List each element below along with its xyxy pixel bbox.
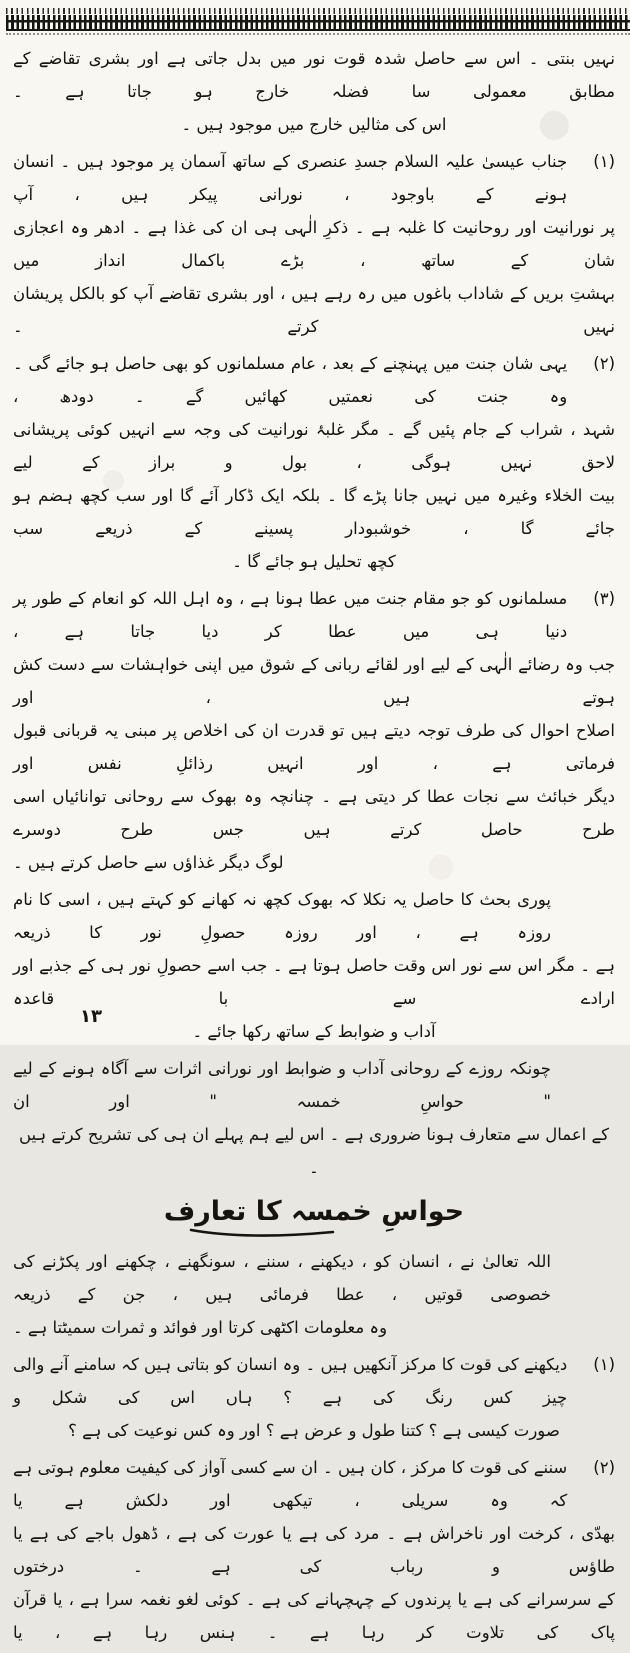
- text-line: بہشتِ بریں کے شاداب باغوں میں رہ رہے ہیں ، اور بشری تقاضے آپ کو بالکل پریشان نہیں کرتے ۔: [13, 284, 615, 336]
- text-line: صورت کیسی ہے ؟ کتنا طول و عرض ہے ؟ اور وہ کس نوعیت کی ہے ؟: [68, 1421, 560, 1440]
- text-line: کے اعمال سے متعارف ہونا ضروری ہے ۔ اس لیے ہم پہلے ان ہی کی تشریح کرتے ہیں ۔: [18, 1125, 610, 1177]
- sense-hearing-paragraph: [13, 1451, 615, 1649]
- paragraph-marker: (۲): [593, 354, 615, 373]
- text-line: پر نورانیت اور روحانیت کا غلبہ ہے ۔ ذکرِ الٰہی ہی ان کی غذا ہے ۔ ادھر وہ اعجازی شان کے ساتھ ، بڑے باکمال انداز میں: [13, 218, 615, 270]
- text-line: چونکہ روزے کے روحانی آداب و ضوابط اور نورانی اثرات سے آگاہ ہونے کے لیے " حواسِ خمسہ " اور ان: [13, 1059, 551, 1111]
- text-line: اللہ تعالیٰ نے ، انسان کو ، دیکھنے ، سننے ، سونگھنے ، چکھنے اور پکڑنے کی خصوصی قوتیں ، عطا فرمائی ہیں ، جن کے ذریعہ: [13, 1252, 551, 1304]
- text-line: مسلمانوں کو جو مقام جنت میں عطا ہونا ہے ، وہ اہل اللہ کو انعام کے طور پر دنیا ہی میں عطا کر دیا جاتا ہے ،: [13, 589, 568, 641]
- summary-paragraph: [13, 883, 615, 1048]
- text-line: یہی شان جنت میں پہنچنے کے بعد ، عام مسلمانوں کو بھی حاصل ہو جائے گی ۔ وہ جنت کی نعمتیں کھائیں گے ۔ دودھ ،: [13, 354, 568, 406]
- paragraph-marker: (۱): [593, 152, 615, 171]
- text-line: [13, 1451, 615, 1517]
- continuation-paragraph: [13, 42, 615, 141]
- text-line: دیگر خبائث سے نجات عطا کر دیتی ہے ۔ چنانچہ وہ بھوک سے روحانی توانائیاں اسی طرح حاصل کرتے ہیں جس طرح دوسرے: [13, 787, 615, 839]
- section-heading: حواسِ خمسہ کا تعارف: [163, 1196, 465, 1227]
- text-line: اس کی مثالیں خارج میں موجود ہیں ۔: [181, 115, 447, 134]
- text-line: سننے کی قوت کا مرکز ، کان ہیں ۔ ان سے کسی آواز کی کیفیت معلوم ہوتی ہے کہ وہ سریلی ، تیکھی اور دلکش ہے یا: [13, 1458, 568, 1510]
- numbered-paragraph-2: [13, 347, 615, 578]
- senses-intro-paragraph: [13, 1245, 615, 1344]
- text-line: کے سرسرانے کی ہے یا پرندوں کے چہچہانے کی ہے ۔ کوئی لغو نغمہ سرا ہے ، یا قرآن پاک کی تلاوت کر رہا ہے ۔ ہنس رہا ہے ، یا: [13, 1590, 615, 1642]
- text-line: [13, 1348, 615, 1414]
- text-line: اصلاح احوال کی طرف توجہ دیتے ہیں تو قدرت ان کی اخلاص پر مبنی یہ قربانی قبول فرماتی ہے ، اور انہیں رذائلِ نفس اور: [13, 721, 615, 773]
- numbered-paragraph-3: [13, 582, 615, 879]
- text-line: دیکھنے کی قوت کا مرکز آنکھیں ہیں ۔ وہ انسان کو بتاتی ہیں کہ سامنے آنے والی چیز کس رنگ کی ہے ؟ ہاں اس کی شکل و: [13, 1355, 568, 1407]
- text-line: وہ معلومات اکٹھی کرتا اور فوائد و ثمرات سمیٹتا ہے ۔: [13, 1318, 388, 1337]
- text-line: ہے ۔ مگر اس سے نور اس وقت حاصل ہوتا ہے ۔ جب اسے حصولِ نور ہی کے جذبے اور ارادے سے با قاعدہ: [13, 956, 615, 1008]
- section-heading-wrap: [13, 1194, 615, 1239]
- text-line: کچھ تحلیل ہو جائے گا ۔: [232, 552, 396, 571]
- page-text-column: [13, 42, 615, 1653]
- text-line: جب وہ رضائے الٰہی کے لیے اور لقائے ربانی کے شوق میں اپنی خواہشات سے دست کش ہوتے ہیں ، اور: [13, 655, 615, 707]
- text-line: پوری بحث کا حاصل یہ نکلا کہ بھوک کچھ نہ کھانے کو کہتے ہیں ، اسی کا نام روزہ ہے ، اور روزہ حصولِ نور کا ذریعہ: [13, 890, 551, 942]
- ornament-hatch-band: [6, 15, 630, 31]
- numbered-paragraph-1: [13, 145, 615, 343]
- paragraph-marker: (۱): [593, 1355, 615, 1374]
- text-line: لوگ دیگر غذاؤں سے حاصل کرتے ہیں ۔: [13, 853, 284, 872]
- paragraph-marker: (۲): [593, 1458, 615, 1477]
- ornament-dotted-line: [6, 33, 630, 35]
- text-line: [13, 347, 615, 413]
- top-decorative-rule: [6, 8, 630, 35]
- paragraph-marker: (۳): [593, 589, 615, 608]
- heading-flourish: [187, 1227, 337, 1239]
- ornament-dash-row: [6, 8, 630, 14]
- text-line: بیت الخلاء وغیرہ میں نہیں جانا پڑے گا ۔ بلکہ ایک ڈکار آئے گا اور سب کچھ ہضم ہو جائے گا ، خوشبودار پسینے کے ذریعے سب: [13, 486, 615, 538]
- text-line: نہیں بنتی ۔ اس سے حاصل شدہ قوت نور میں بدل جاتی ہے اور بشری تقاضے کے مطابق معمولی سا فضلہ خارج ہو جاتا ہے ۔: [13, 49, 615, 101]
- page-number: ۱۳: [80, 1006, 102, 1027]
- text-line: شہد ، شراب کے جام پئیں گے ۔ مگر غلبۂ نورانیت کی وجہ سے انہیں کوئی پریشانی لاحق نہیں ہوگی ، بول و براز کے لیے: [13, 420, 615, 472]
- text-line: آداب و ضوابط کے ساتھ رکھا جائے ۔: [192, 1022, 436, 1041]
- sense-sight-paragraph: [13, 1348, 615, 1447]
- transition-paragraph: [13, 1052, 615, 1184]
- text-line: جناب عیسیٰ علیہ السلام جسدِ عنصری کے ساتھ آسمان پر موجود ہیں ۔ انسان ہونے کے باوجود ، نورانی پیکر ہیں ، آپ: [13, 152, 568, 204]
- text-line: [13, 145, 615, 211]
- text-line: [13, 582, 615, 648]
- text-line: بھدّی ، کرخت اور ناخراش ہے ۔ مرد کی ہے یا عورت کی ہے ، ڈھول باجے کی ہے یا طاؤس و رباب کی ہے ۔ درختوں: [13, 1524, 615, 1576]
